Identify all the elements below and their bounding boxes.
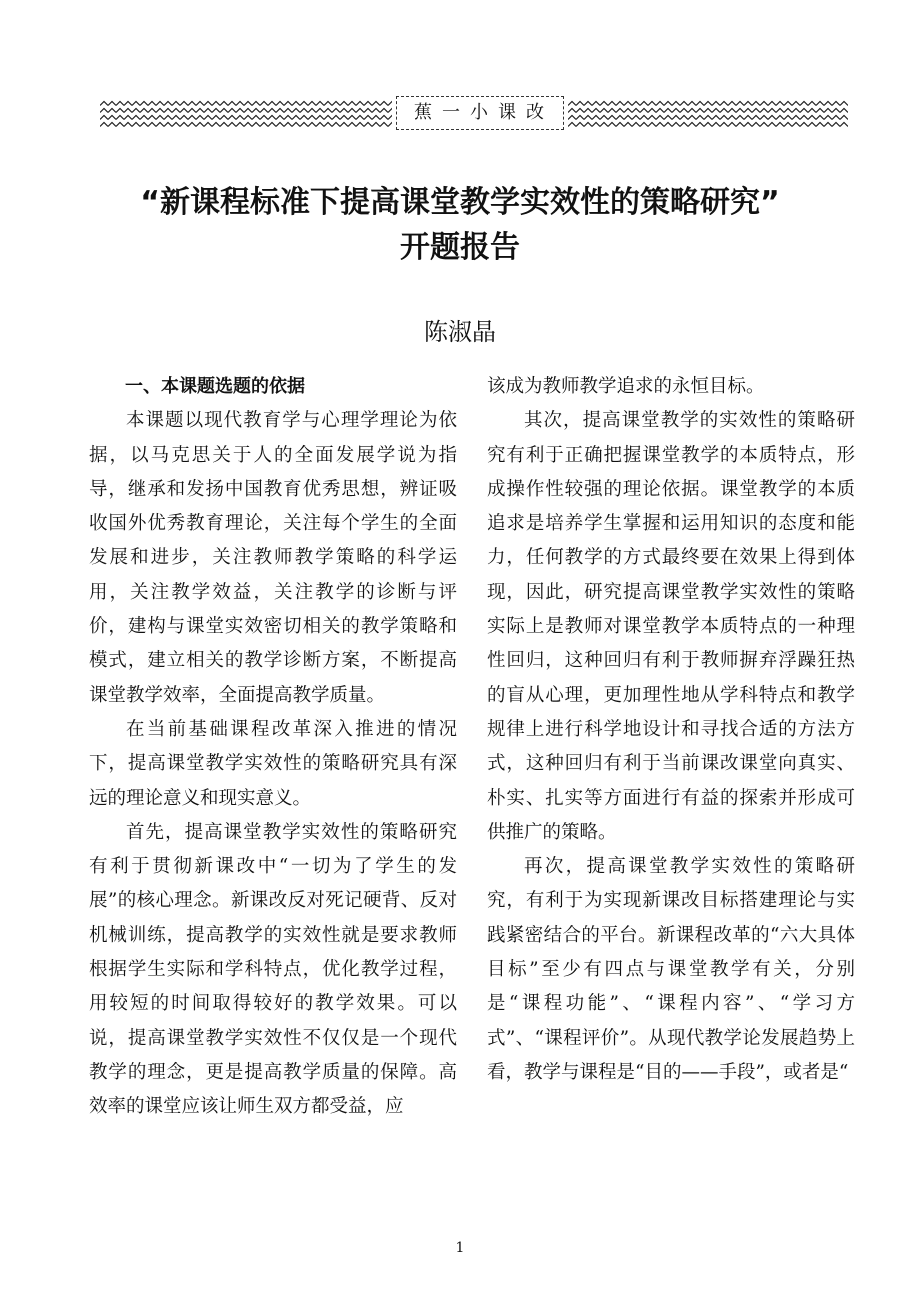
paragraph: 在当前基础课程改革深入推进的情况下，提高课堂教学实效性的策略研究具有深远的理论意义和现实意义。: [89, 718, 457, 809]
zigzag-ornament-left: [100, 100, 392, 128]
header-label: 蕉一小课改: [396, 96, 564, 130]
paragraph: 其次，提高课堂教学的实效性的策略研究有利于正确把握课堂教学的本质特点，形成操作性较强的理论依据。课堂教学的本质追求是培养学生掌握和运用知识的态度和能力，任何教学的方式最终要在效果上得到体现，因此，研究提高课堂教学实效性的策略实际上是教师对课堂教学本质特点的一种理性回归，这种回归有利于教师摒弃浮躁狂热的盲从心理，更加理性地从学科特点和教学规律上进行科学地设计和寻找合适的方法方式，这种回归有利于当前课改课堂向真实、朴实、扎实等方面进行有益的探索并形成可供推广的策略。: [487, 410, 855, 843]
right-column: [487, 370, 855, 1090]
section-heading: 一、本课题选题的依据: [125, 376, 305, 397]
paragraph: 再次，提高课堂教学实效性的策略研究，有利于为实现新课改目标搭建理论与实践紧密结合的平台。新课程改革的“六大具体目标”至少有四点与课堂教学有关，分别是“课程功能”、“课程内容”、“学习方式”、“课程评价”。从现代教学论发展趋势上看，教学与课程是“目的——手段”，或者是“: [487, 856, 855, 1083]
author-name: 陈淑晶: [424, 318, 496, 346]
document-title-line-2: 开题报告: [400, 230, 520, 265]
paragraph-continuation: 该成为教师教学追求的永恒目标。: [487, 376, 765, 397]
document-title-line-1: “新课程标准下提高课堂教学实效性的策略研究”: [140, 185, 780, 220]
paragraph: 首先，提高课堂教学实效性的策略研究有利于贯彻新课改中“一切为了学生的发展”的核心理念。新课改反对死记硬背、反对机械训练，提高教学的实效性就是要求教师根据学生实际和学科特点，优化教学过程，用较短的时间取得较好的教学效果。可以说，提高课堂教学实效性不仅仅是一个现代教学的理念，更是提高教学质量的保障。高效率的课堂应该让师生双方都受益，应: [89, 821, 457, 1118]
page-number: 1: [455, 1240, 465, 1256]
paragraph: 本课题以现代教育学与心理学理论为依据，以马克思关于人的全面发展学说为指导，继承和发扬中国教育优秀思想，辨证吸收国外优秀教育理论，关注每个学生的全面发展和进步，关注教师教学策略的科学运用，关注教学效益，关注教学的诊断与评价，建构与课堂实效密切相关的教学策略和模式，建立相关的教学诊断方案，不断提高课堂教学效率，全面提高教学质量。: [89, 410, 457, 706]
zigzag-ornament-right: [568, 100, 848, 128]
left-column: [89, 370, 457, 1125]
header-band: [100, 96, 848, 132]
